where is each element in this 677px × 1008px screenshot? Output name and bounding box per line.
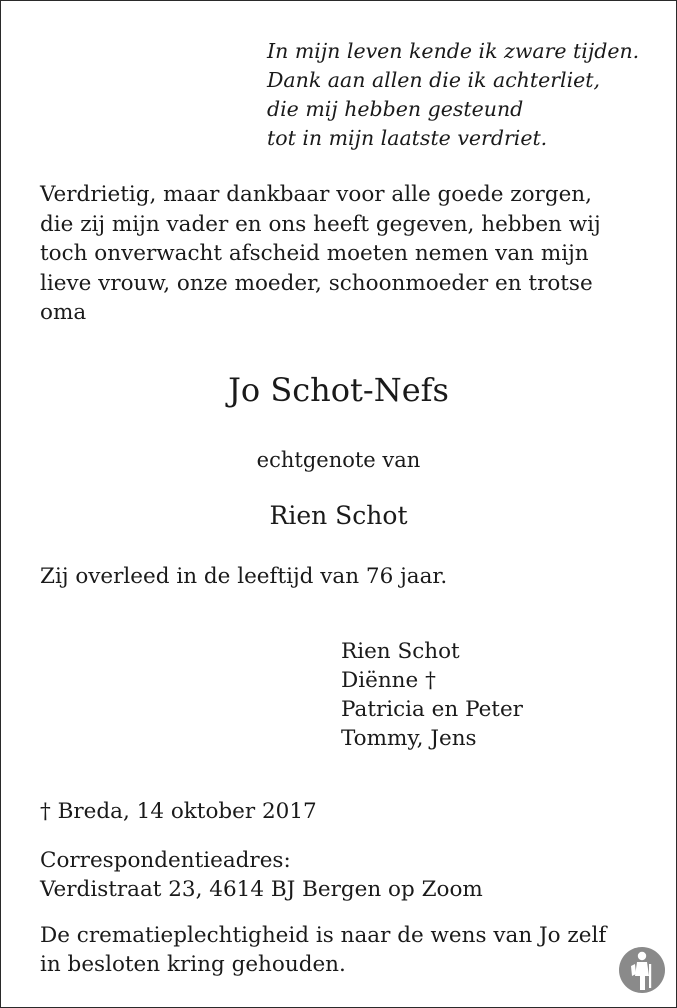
memorial-figure-logo-icon [618, 946, 666, 994]
family-signatures [341, 637, 523, 753]
correspondence-label: Correspondentieadres: [40, 848, 291, 873]
poem-line: Dank aan allen die ik achterliet, [267, 68, 601, 92]
relation-text: echtgenote van [256, 448, 421, 472]
correspondence-street: Verdistraat 23, 4614 BJ Bergen op Zoom [40, 877, 483, 902]
intro-line: toch onverwacht afscheid moeten nemen van mijn [40, 241, 589, 266]
poem-line: In mijn leven kende ik zware tijden. [267, 39, 640, 63]
death-place-date: † Breda, 14 oktober 2017 [40, 799, 317, 824]
intro-line: oma [40, 300, 87, 325]
intro-text [40, 180, 601, 328]
intro-line: lieve vrouw, onze moeder, schoonmoeder en trotse [40, 270, 593, 296]
family-member: Diënne † [341, 668, 436, 693]
poem-line: die mij hebben gesteund [267, 97, 524, 121]
closing-line: in besloten kring gehouden. [40, 952, 346, 977]
age-statement: Zij overleed in de leeftijd van 76 jaar. [40, 564, 448, 589]
deceased-name: Jo Schot-Nefs [228, 371, 449, 409]
intro-line: Verdrietig, maar dankbaar voor alle goede zorgen, [40, 182, 592, 207]
correspondence-address [40, 846, 483, 904]
family-member: Tommy, Jens [341, 726, 477, 751]
intro-line: die zij mijn vader en ons heeft gegeven, hebben wij [40, 211, 601, 237]
poem-line: tot in mijn laatste verdriet. [267, 126, 548, 150]
closing-note [40, 921, 606, 979]
poem [267, 37, 639, 153]
closing-line: De crematieplechtigheid is naar de wens van Jo zelf [40, 923, 607, 948]
family-member: Rien Schot [341, 639, 460, 664]
spouse-name: Rien Schot [269, 501, 408, 530]
family-member: Patricia en Peter [341, 697, 523, 722]
